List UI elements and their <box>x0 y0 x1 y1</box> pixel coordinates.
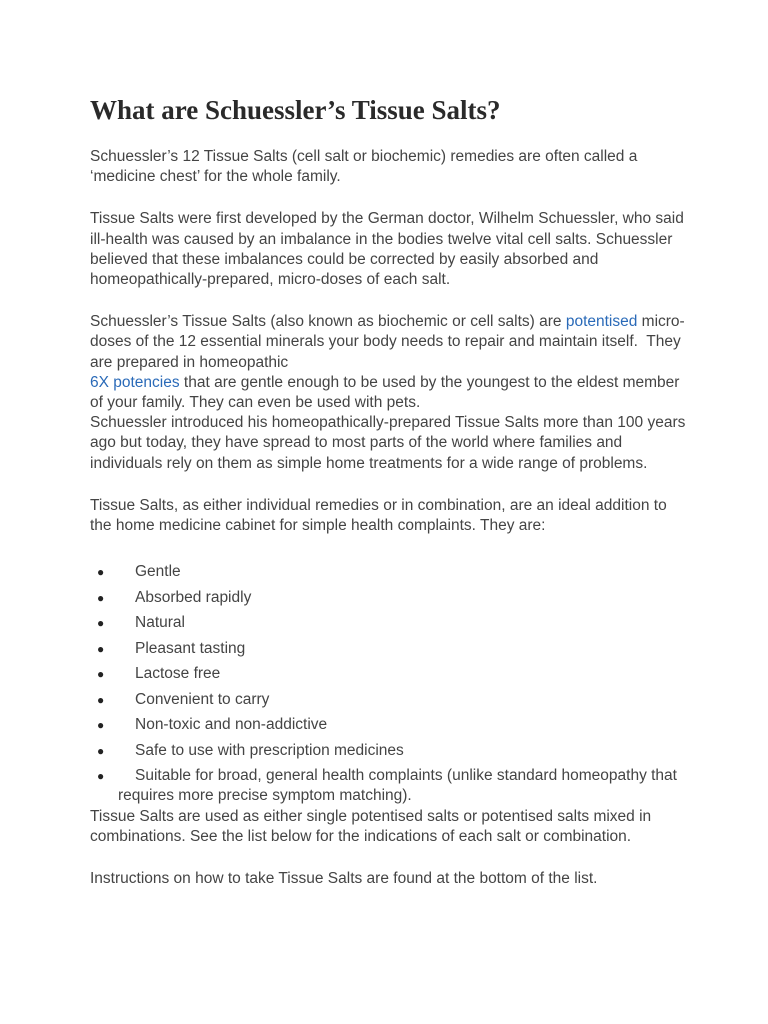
bullet-icon: ● <box>97 692 105 707</box>
article <box>90 92 690 911</box>
bullet-icon: ● <box>97 565 105 580</box>
about-text-3: that are gentle enough to be used by the youngest to the eldest member of your family. They can even be used with pets. <box>90 373 680 412</box>
about-paragraph <box>90 312 690 413</box>
bullet-icon: ● <box>97 769 105 784</box>
bullet-icon: ● <box>97 641 105 656</box>
list-item-text: Suitable for broad, general health complaints (unlike standard homeopathy that requires more precise symptom matching). <box>118 767 677 805</box>
benefits-list <box>90 562 690 806</box>
list-item <box>90 639 690 659</box>
introduced-paragraph: Schuessler introduced his homeopathically-prepared Tissue Salts more than 100 years ago but today, they have spread to most parts of the world where families and individuals rely on them as simple home treatments for a wide range of problems. <box>90 414 686 472</box>
bullet-icon: ● <box>97 718 105 733</box>
list-item-text: Safe to use with prescription medicines <box>135 741 404 759</box>
bullet-icon: ● <box>97 743 105 758</box>
list-item-text: Gentle <box>135 563 181 581</box>
list-item <box>90 588 690 608</box>
usage-paragraph: Tissue Salts are used as either single potentised salts or potentised salts mixed in combinations. See the list below for the indications of each salt or combination. <box>90 807 652 845</box>
list-item <box>90 766 690 806</box>
bullet-icon: ● <box>97 616 105 631</box>
list-item-text: Lactose free <box>135 665 221 683</box>
about-text-1: Schuessler’s Tissue Salts (also known as biochemic or cell salts) are <box>90 313 566 331</box>
potentised-link[interactable]: potentised <box>565 313 638 331</box>
list-item-text: Pleasant tasting <box>135 639 246 657</box>
list-item <box>90 741 690 761</box>
list-item <box>90 690 690 710</box>
intro-paragraph: Schuessler’s 12 Tissue Salts (cell salt or biochemic) remedies are often called a ‘medicine chest’ for the whole family. <box>90 148 638 186</box>
list-item-text: Absorbed rapidly <box>135 588 252 606</box>
bullet-icon: ● <box>97 590 105 605</box>
potencies-link[interactable]: 6X potencies <box>90 373 180 391</box>
bullet-icon: ● <box>97 667 105 682</box>
list-item-text: Non-toxic and non-addictive <box>135 716 328 734</box>
ideal-paragraph: Tissue Salts, as either individual remedies or in combination, are an ideal addition to the home medicine cabinet for simple health complaints. They are: <box>90 496 667 535</box>
list-item <box>90 562 690 582</box>
about-text-2: micro-doses of the 12 essential minerals your body needs to repair and maintain itself. They are prepared in homeopathic <box>90 313 685 371</box>
list-item <box>90 613 690 633</box>
history-paragraph: Tissue Salts were first developed by the German doctor, Wilhelm Schuessler, who said ill-health was caused by an imbalance in the bodies twelve vital cell salts. Schuessler believed that these imbalances could be corrected by easily absorbed and homeopathically-prepared, micro-doses of each salt. <box>90 210 684 289</box>
list-item <box>90 664 690 684</box>
list-item <box>90 715 690 735</box>
instructions-paragraph: Instructions on how to take Tissue Salts are found at the bottom of the list. <box>90 870 598 888</box>
page-title: What are Schuessler’s Tissue Salts? <box>90 95 501 125</box>
list-item-text: Convenient to carry <box>135 690 270 708</box>
list-item-text: Natural <box>135 614 185 632</box>
